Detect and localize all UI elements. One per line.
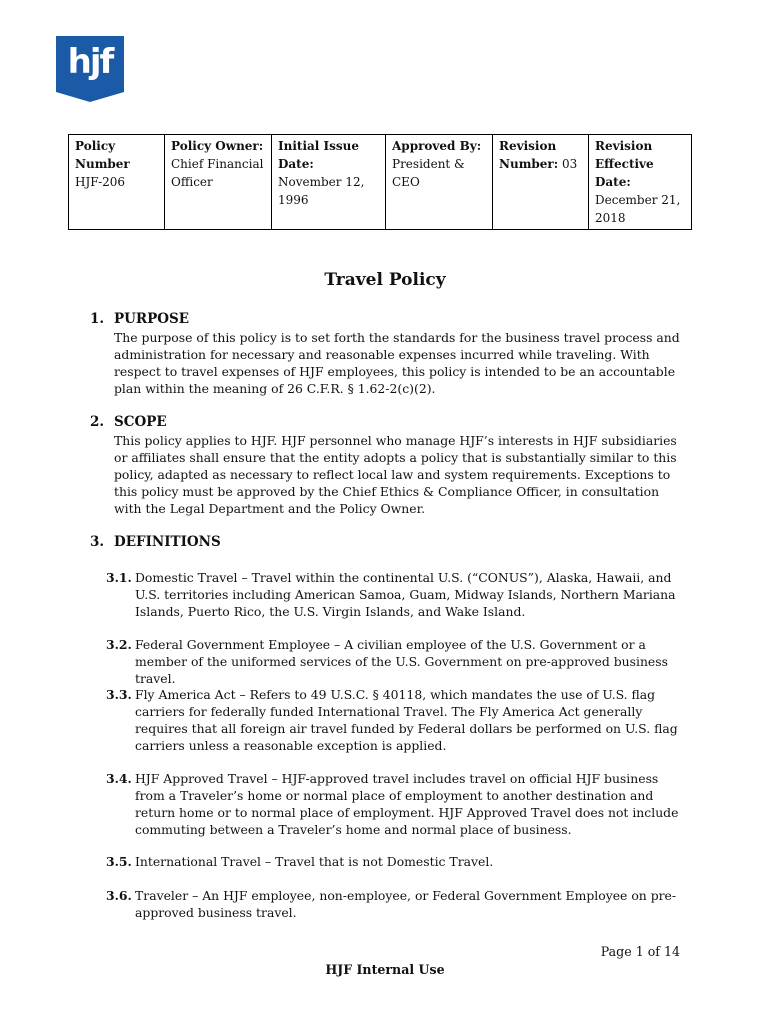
section-number: 1. [90, 311, 105, 327]
initial-issue-label: Initial Issue Date: [278, 139, 359, 171]
approved-by-value: President & CEO [392, 157, 465, 189]
purpose-paragraph: The purpose of this policy is to set forth the standards for the business travel process and administration for necessary and reasonable expenses incurred while traveling. With respect to travel expenses of HJF employees, this policy is intended to be an accountable plan within the meaning of 26 C.F.R. § 1.62-2(c)(2). [114, 330, 680, 396]
policy-owner-cell [165, 135, 272, 230]
section-number: 2. [90, 414, 105, 430]
section-heading-purpose [90, 311, 189, 327]
revision-date-value: December 21, 2018 [595, 193, 681, 225]
definition-item [106, 636, 684, 687]
policy-meta-table [68, 134, 692, 230]
footer-classification: HJF Internal Use [325, 962, 445, 977]
revision-number-cell [493, 135, 589, 230]
revision-number-label: Revision Number: [499, 139, 559, 171]
definition-text: HJF Approved Travel – HJF-approved travel includes travel on official HJF business from a Traveler’s home or normal place of employment to another destination and return home or to normal place of employment. HJF Approved Travel does not include commuting between a Traveler’s home and normal place of business. [135, 771, 679, 837]
definition-item [106, 569, 684, 620]
definition-number: 3.6. [106, 888, 132, 903]
document-title: Travel Policy [324, 270, 446, 290]
policy-owner-label: Policy Owner: [171, 139, 264, 153]
policy-number-cell [69, 135, 165, 230]
section-heading-definitions [90, 534, 221, 550]
definition-number: 3.1. [106, 570, 132, 585]
definition-number: 3.4. [106, 771, 132, 786]
definition-item [106, 853, 684, 870]
policy-owner-value: Chief Financial Officer [171, 157, 264, 189]
logo-text: hjf [67, 42, 113, 82]
definition-item [106, 770, 684, 838]
definition-item [106, 887, 684, 921]
definition-number: 3.3. [106, 687, 132, 702]
page-number: Page 1 of 14 [600, 944, 680, 959]
revision-date-label: Revision Effective Date: [595, 139, 654, 189]
section-title: DEFINITIONS [114, 534, 221, 550]
policy-number-label: Policy Number [75, 139, 130, 171]
definition-number: 3.2. [106, 637, 132, 652]
section-number: 3. [90, 534, 105, 550]
initial-issue-cell [272, 135, 386, 230]
policy-number-value: HJF-206 [75, 175, 126, 189]
revision-number-value: 03 [562, 157, 578, 171]
approved-by-label: Approved By: [392, 139, 482, 153]
definition-text: Federal Government Employee – A civilian employee of the U.S. Government or a member of the uniformed services of the U.S. Government on pre-approved business travel. [135, 637, 668, 686]
definition-text: Domestic Travel – Travel within the continental U.S. (“CONUS”), Alaska, Hawaii, and U.S. territories including American Samoa, Guam, Midway Islands, Northern Mariana Islands, Puerto Rico, the U.S. Virgin Islands, and Wake Island. [135, 570, 676, 619]
section-title: SCOPE [114, 414, 167, 430]
revision-date-cell [589, 135, 692, 230]
definition-text: Fly America Act – Refers to 49 U.S.C. § 40118, which mandates the use of U.S. flag carriers for federally funded International Travel. The Fly America Act generally requires that all foreign air travel funded by Federal dollars be performed on U.S. flag carriers unless a reasonable exception is applied. [135, 687, 678, 753]
definition-number: 3.5. [106, 854, 132, 869]
approved-by-cell [386, 135, 493, 230]
hjf-logo [56, 36, 124, 102]
definition-item [106, 686, 684, 754]
section-title: PURPOSE [114, 311, 190, 327]
initial-issue-value: November 12, 1996 [278, 175, 365, 207]
definition-text: Traveler – An HJF employee, non-employee, or Federal Government Employee on pre-approved business travel. [135, 888, 677, 920]
section-heading-scope [90, 414, 167, 430]
definition-text: International Travel – Travel that is not Domestic Travel. [135, 854, 494, 869]
scope-paragraph: This policy applies to HJF. HJF personnel who manage HJF’s interests in HJF subsidiaries or affiliates shall ensure that the entity adopts a policy that is substantially similar to this policy, adapted as necessary to reflect local law and system requirements. Exceptions to this policy must be approved by the Chief Ethics & Compliance Officer, in consultation with the Legal Department and the Policy Owner. [114, 433, 677, 516]
